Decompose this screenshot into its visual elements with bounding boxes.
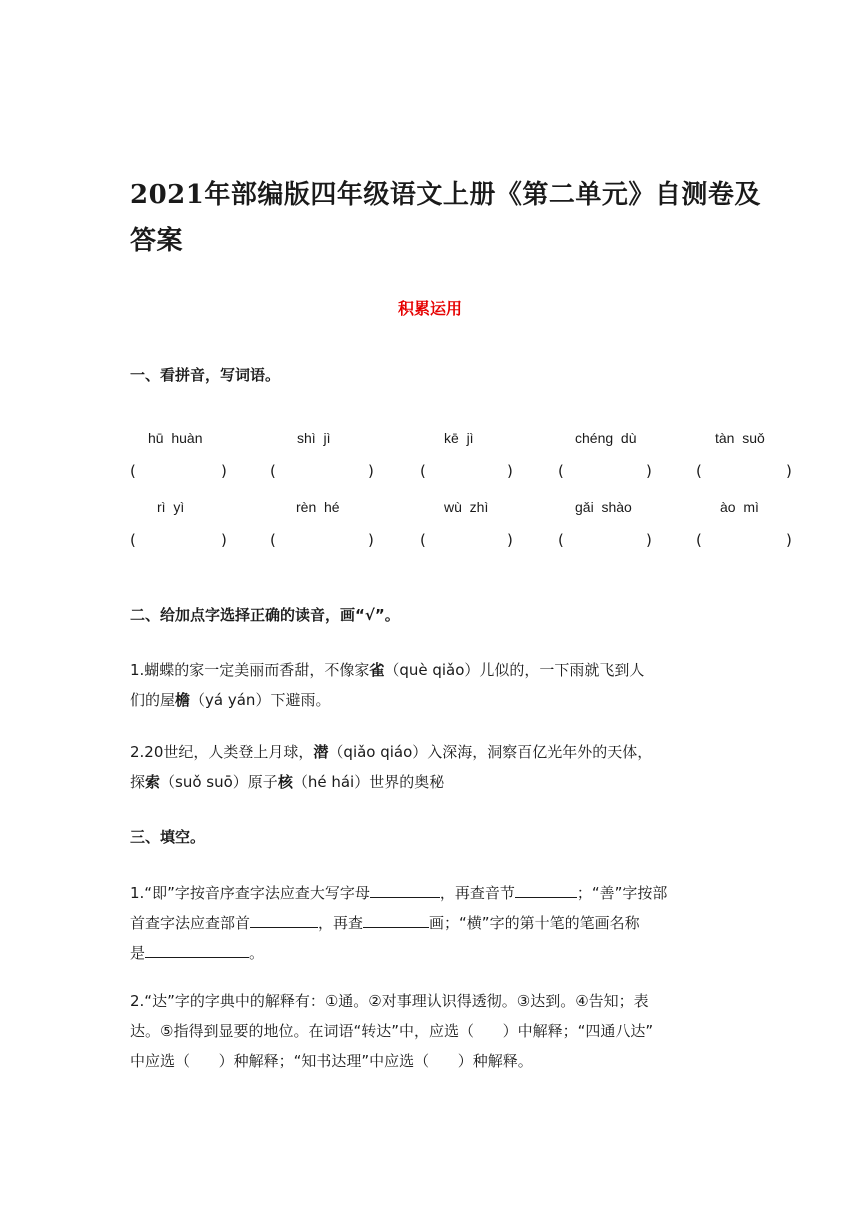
answer-paren-close: ) — [221, 531, 227, 549]
answer-paren-open: ( — [696, 531, 702, 549]
answer-paren-close: ) — [368, 462, 374, 480]
answer-paren-close: ) — [507, 462, 513, 480]
pinyin-8: wù zhì — [444, 499, 489, 515]
dotted-char: 索 — [145, 773, 161, 791]
answer-paren-open: ( — [558, 531, 564, 549]
answer-paren-open: ( — [130, 462, 136, 480]
answer-paren-open: ( — [696, 462, 702, 480]
answer-paren-open: ( — [270, 462, 276, 480]
answer-paren-close: ) — [646, 531, 652, 549]
fill-blank[interactable] — [370, 881, 440, 898]
fill-blank[interactable] — [515, 881, 577, 898]
answer-paren-open: ( — [130, 531, 136, 549]
pinyin-9: gǎi shào — [575, 499, 632, 515]
dotted-char: 核 — [277, 773, 293, 791]
answer-paren-close: ) — [646, 462, 652, 480]
pinyin-3: kē jì — [444, 430, 474, 446]
dotted-char: 雀 — [369, 661, 385, 679]
answer-paren-close: ) — [786, 462, 792, 480]
answer-paren-open: ( — [420, 531, 426, 549]
document-title: 2021年部编版四年级语文上册《第二单元》自测卷及答案 — [130, 180, 761, 256]
question-3-item-2: 2.“达”字的字典中的解释有：①通。②对事理认识得透彻。③达到。④告知；表 达。⑤指得到显要的地位。在词语“转达”中，应选（ ）中解释；“四通八达” 中应选（ ）种解释；“知书达理”中应选（ ）种解释。 — [130, 992, 654, 1070]
section-title: 积累运用 — [397, 299, 462, 318]
question-3-heading: 三、填空。 — [130, 828, 206, 846]
fill-blank[interactable] — [145, 941, 249, 958]
question-3-item-1: 1.“即”字按音序查字法应查大写字母 ，再查音节 ；“善”字按部 首查字法应查部首 ，再查 画；“横”字的第十笔的笔画名称 是 。 — [130, 878, 740, 968]
answer-paren-open: ( — [558, 462, 564, 480]
dotted-char: 潜 — [313, 743, 329, 761]
pinyin-4: chéng dù — [575, 430, 637, 446]
pinyin-1: hū huàn — [148, 430, 203, 446]
pinyin-10: ào mì — [720, 499, 759, 515]
answer-paren-open: ( — [270, 531, 276, 549]
answer-paren-close: ) — [786, 531, 792, 549]
answer-paren-close: ) — [368, 531, 374, 549]
question-2-item-1: 1.蝴蝶的家一定美丽而香甜，不像家雀（què qiǎo）儿似的，一下雨就飞到人 们的屋檐（yá yán）下避雨。 — [130, 661, 645, 709]
answer-paren-close: ) — [221, 462, 227, 480]
pinyin-2: shì jì — [297, 430, 331, 446]
answer-paren-open: ( — [420, 462, 426, 480]
fill-blank[interactable] — [363, 911, 429, 928]
pinyin-7: rèn hé — [296, 499, 340, 515]
question-2-item-2: 2.20世纪，人类登上月球，潜（qiǎo qiáo）入深海，洞察百亿光年外的天体， 探索（suǒ suō）原子核（hé hái）世界的奥秘 — [130, 743, 653, 791]
fill-blank[interactable] — [250, 911, 318, 928]
pinyin-6: rì yì — [157, 499, 185, 515]
pinyin-5: tàn suǒ — [715, 430, 765, 446]
question-1-heading: 一、看拼音，写词语。 — [130, 366, 281, 384]
question-2-heading: 二、给加点字选择正确的读音，画“√”。 — [130, 606, 400, 624]
answer-paren-close: ) — [507, 531, 513, 549]
dotted-char: 檐 — [175, 691, 191, 709]
